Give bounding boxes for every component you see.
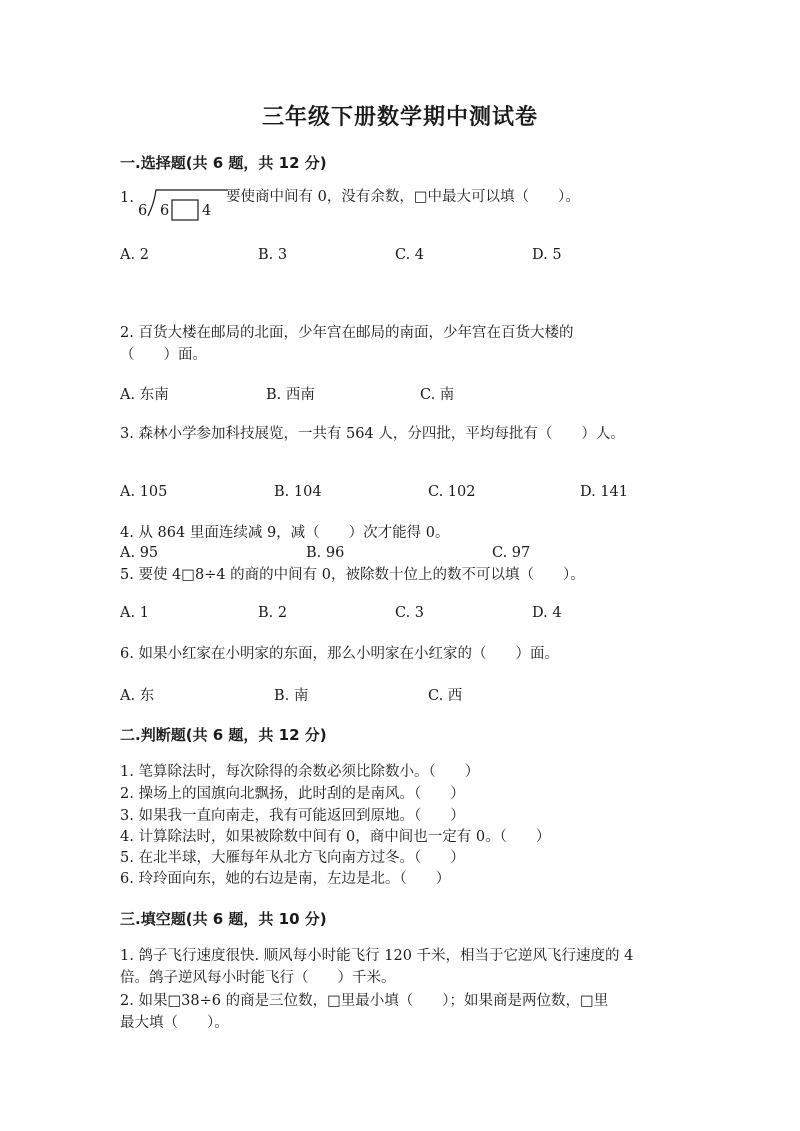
q1-divisor: 6 <box>138 203 148 219</box>
fill-q2-line2: 最大填（ ）。 <box>120 1015 229 1031</box>
q5-option-a: A. 1 <box>120 605 149 621</box>
q4-option-a: A. 95 <box>120 545 159 561</box>
q2-option-c: C. 南 <box>420 387 455 403</box>
q5-option-d: D. 4 <box>532 605 562 621</box>
q6-text: 6. 如果小红家在小明家的东面，那么小明家在小红家的（ ）面。 <box>120 646 559 662</box>
q5-option-c: C. 3 <box>395 605 425 621</box>
section-heading-choice: 一.选择题(共 6 题，共 12 分) <box>120 154 327 172</box>
judgment-item-3: 3. 如果我一直向南走，我有可能返回到原地。（ ） <box>120 808 465 824</box>
q1-dividend-left: 6 <box>160 203 170 219</box>
q2-text-line1: 2. 百货大楼在邮局的北面，少年宫在邮局的南面，少年宫在百货大楼的 <box>120 325 574 341</box>
section-heading-fill: 三.填空题(共 6 题，共 10 分) <box>120 910 327 928</box>
q1-option-d: D. 5 <box>532 247 562 263</box>
q5-option-b: B. 2 <box>258 605 288 621</box>
q6-option-b: B. 南 <box>274 688 309 704</box>
q2-option-a: A. 东南 <box>120 387 169 403</box>
judgment-item-1: 1. 笔算除法时，每次除得的余数必须比除数小。（ ） <box>120 764 480 780</box>
fill-q1-line1: 1. 鸽子飞行速度很快. 顺风每小时能飞行 120 千米，相当于它逆风飞行速度的 4 <box>120 948 634 964</box>
q3-text: 3. 森林小学参加科技展览，一共有 564 人，分四批，平均每批有（ ）人。 <box>120 426 625 442</box>
section-heading-judgment: 二.判断题(共 6 题，共 12 分) <box>120 726 327 744</box>
q3-option-a: A. 105 <box>120 484 168 500</box>
q4-text: 4. 从 864 里面连续减 9，减（ ）次才能得 0。 <box>120 525 450 541</box>
q2-option-b: B. 西南 <box>266 387 315 403</box>
fill-q2-line1: 2. 如果□38÷6 的商是三位数，□里最小填（ ）；如果商是两位数，□里 <box>120 993 609 1009</box>
q1-text: 要使商中间有 0，没有余数，□中最大可以填（ ）。 <box>226 189 580 205</box>
q1-option-b: B. 3 <box>258 247 288 263</box>
q1-option-a: A. 2 <box>120 247 149 263</box>
judgment-item-5: 5. 在北半球，大雁每年从北方飞向南方过冬。（ ） <box>120 850 465 866</box>
q2-text-line2: （ ）面。 <box>120 347 207 363</box>
q4-option-c: C. 97 <box>492 545 531 561</box>
q5-text: 5. 要使 4□8÷4 的商的中间有 0，被除数十位上的数不可以填（ ）。 <box>120 567 585 583</box>
q6-option-a: A. 东 <box>120 688 155 704</box>
fill-q1-line2: 倍。鸽子逆风每小时能飞行（ ）千米。 <box>120 970 396 986</box>
q1-number: 1. <box>120 190 134 206</box>
q3-option-c: C. 102 <box>428 484 476 500</box>
q1-option-c: C. 4 <box>395 247 425 263</box>
long-division-figure <box>120 186 230 222</box>
q4-option-b: B. 96 <box>306 545 345 561</box>
q3-option-d: D. 141 <box>580 484 629 500</box>
q3-option-b: B. 104 <box>274 484 322 500</box>
judgment-item-6: 6. 玲玲面向东，她的右边是南，左边是北。（ ） <box>120 871 451 887</box>
page-title: 三年级下册数学期中测试卷 <box>261 104 538 130</box>
judgment-item-2: 2. 操场上的国旗向北飘扬，此时刮的是南风。（ ） <box>120 786 465 802</box>
judgment-item-4: 4. 计算除法时，如果被除数中间有 0，商中间也一定有 0。（ ） <box>120 829 551 845</box>
q1-dividend-right: 4 <box>202 203 212 219</box>
q6-option-c: C. 西 <box>428 688 463 704</box>
